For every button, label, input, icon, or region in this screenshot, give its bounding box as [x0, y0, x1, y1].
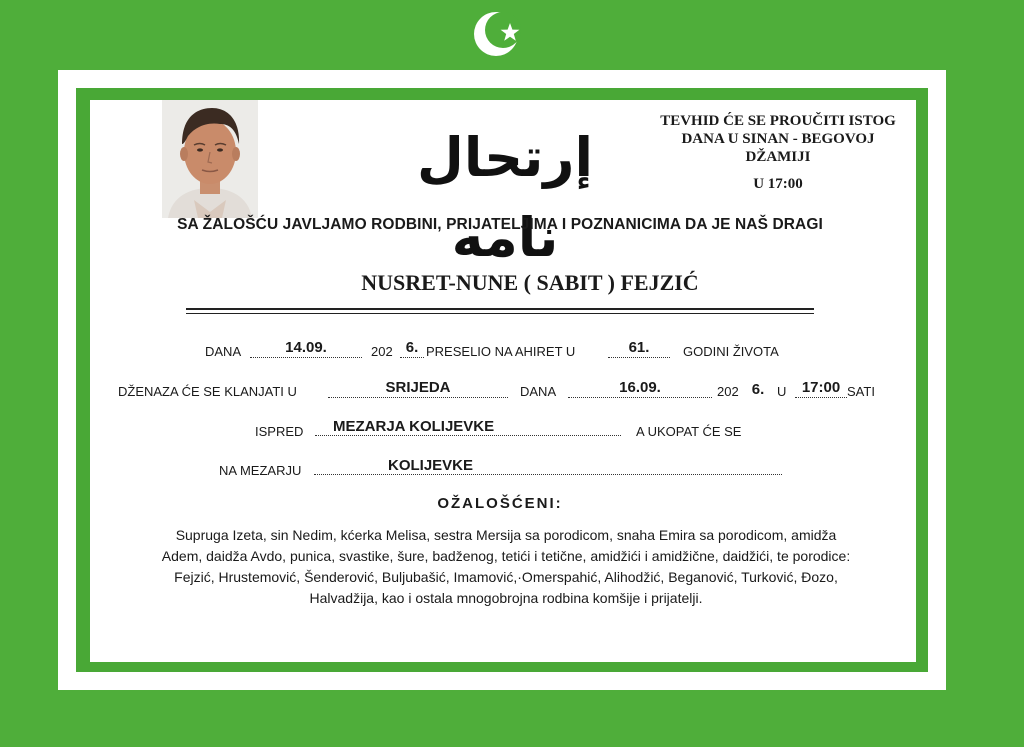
- location-field: MEZARJA KOLIJEVKE: [315, 419, 621, 436]
- name-underline: [186, 308, 814, 310]
- death-year-field: 6.: [400, 340, 424, 358]
- na-mezarju-label: NA MEZARJU: [219, 463, 302, 478]
- arabic-title: إرتحال نامه: [417, 126, 593, 269]
- funeral-year-field: 6.: [751, 381, 765, 398]
- dana2-label: DANA: [520, 384, 557, 399]
- tevhid-notice: [632, 112, 924, 193]
- funeral-time-field: 17:00: [795, 380, 847, 398]
- mourners-line: Adem, daidža Avdo, punica, svastike, šure, badženog, tetići i tetične, amidžići i amidžične, daidžići, te porodice:: [161, 548, 851, 564]
- ispred-label: ISPRED: [255, 424, 304, 439]
- cemetery-field: KOLIJEVKE: [314, 458, 782, 475]
- death-date-field: 14.09.: [250, 340, 362, 358]
- funeral-date-field: 16.09.: [568, 380, 712, 398]
- year-prefix: 202: [371, 344, 393, 359]
- portrait-photo: [162, 100, 258, 218]
- deceased-name: NUSRET-NUNE ( SABIT ) FEJZIĆ: [361, 270, 699, 295]
- mourners-list: [106, 525, 906, 609]
- age-field: 61.: [608, 340, 670, 358]
- tevhid-line: TEVHID ĆE SE PROUČITI ISTOG: [660, 113, 896, 129]
- weekday-field: SRIJEDA: [328, 380, 508, 398]
- announcement-text: SA ŽALOŠĆU JAVLJAMO RODBINI, PRIJATELJIMA I POZNANICIMA DA JE NAŠ DRAGI: [177, 216, 823, 233]
- dana-label: DANA: [205, 344, 242, 359]
- mourners-line: Halvadžija, kao i ostala mnogobrojna rodbina komšije i prijatelji.: [309, 590, 703, 606]
- sati-label: SATI: [847, 384, 875, 399]
- tevhid-time: U 17:00: [753, 176, 803, 192]
- tevhid-line: DANA U SINAN - BEGOVOJ: [681, 131, 875, 147]
- name-underline-thin: [186, 313, 814, 314]
- ukopat-label: A UKOPAT ĆE SE: [636, 424, 742, 439]
- dzenaza-label: DŽENAZA ĆE SE KLANJATI U: [118, 384, 297, 399]
- crescent-star-icon: [470, 6, 526, 62]
- mourners-line: Fejzić, Hrustemović, Šenderović, Buljubašić, Imamović,·Omerspahić, Alihodžić, Beganović, Turković, Đozo,: [174, 569, 838, 585]
- tevhid-line: DŽAMIJI: [745, 149, 811, 165]
- preselio-label: PRESELIO NA AHIRET U: [426, 344, 576, 359]
- year-prefix-2: 202: [717, 384, 739, 399]
- mourners-title: OŽALOŠĆENI:: [437, 495, 563, 512]
- godini-label: GODINI ŽIVOTA: [683, 344, 779, 359]
- mourners-line: Supruga Izeta, sin Nedim, kćerka Melisa, sestra Mersija sa porodicom, snaha Emira sa porodicom, amidža: [175, 527, 837, 543]
- u-label: U: [777, 384, 787, 399]
